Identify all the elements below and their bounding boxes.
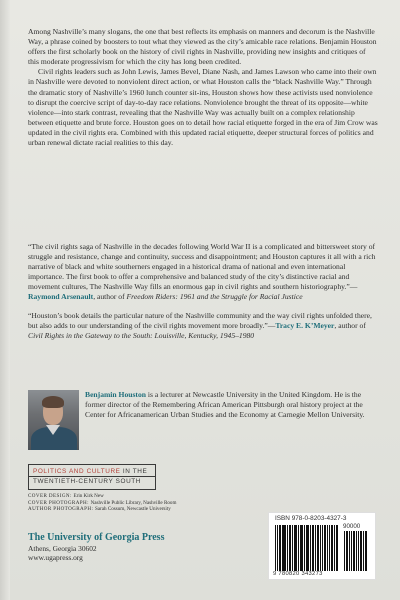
barcode-digits: 9 780820 343273 [273,571,323,577]
credit-author-photo: AUTHOR PHOTOGRAPH: Sarah Cossum, Newcastle University [28,506,171,513]
endorsement-2 [28,311,378,341]
book-description [28,27,378,148]
isbn-label: ISBN 978-0-8203-4327-3 [275,515,347,522]
credit-cover-design: COVER DESIGN: Erin Kirk New [28,493,104,499]
series-title-a: POLITICS AND CULTURE [33,468,121,475]
barcode-supplement-bars [344,531,369,571]
endorsement-text: “Houston’s book details the particular nature of the Nashville community and the way civil rights unfolded there, but also adds to our understanding of the civil rights movement more broadly.” [28,310,372,330]
endorser-role: , author of [334,320,366,330]
endorser-name: Tracy E. K’Meyer [275,320,335,330]
publisher-name: The University of Georgia Press [28,532,165,543]
endorser-role: , author of [93,292,127,302]
credit-cover-photo: COVER PHOTOGRAPH: Nashville Public Library, Nashville Room [28,499,177,506]
series-line-2: TWENTIETH-CENTURY SOUTH [33,478,142,485]
endorser-name: Raymond Arsenault [28,292,94,302]
endorsement-dash: — [349,282,358,292]
publisher-url: www.ugapress.org [28,553,83,563]
series-logo [28,464,156,490]
spine-edge [0,0,10,600]
endorser-book: Freedom Riders: 1961 and the Struggle for Racial Justice [126,292,303,302]
description-paragraph-2: Civil rights leaders such as John Lewis, James Bevel, Diane Nash, and James Lawson who came into their own in Nashville were devoted to nonviolent direct action, or what Houston calls the “black Nashville Way.” Through the dramatic story of Nashville’s 1960 lunch counter sit-ins, Houston shows how these activists used nonviolence to disrupt the coercive script of day-to-day race relations. Nonviolence brought the threat of its opposite—white violence—into stark contrast, revealing that the Nashville Way was actually built on a complex relationship between etiquette and brute force. Houston goes on to detail how racial etiquette forged in the era of Jim Crow was updated in the civil rights era. Combined with this updated racial etiquette, deeper structural forces of politics and urban renewal dictate racial realities to this day. [28,67,378,148]
publisher-block [28,532,228,563]
series-line-1 [33,468,147,475]
author-photo [28,390,79,450]
endorsement-text: “The civil rights saga of Nashville in the decades following World War II is a complicated and bittersweet story of struggle and resistance, change and continuity, success and disappointment; and Houston captures it all with a rich narrative of black and white southerners engaged in a historical drama of national and even international importance. The first book to offer a comprehensive and balanced study of the city’s distinctive racial and movement cultures, The Nashville Way fills an enormous gap in civil rights and southern historiography.” [28,242,376,292]
author-bio-text: is a lecturer at Newcastle University in the United Kingdom. He is the former director of the Remembering African American Pittsburgh oral history project at the Center for Africanamerican Urban Studies and the Economy at Carnegie Mellon University. [85,390,365,420]
author-bio [85,390,375,420]
endorsements [28,242,378,349]
series-divider [29,476,155,477]
barcode-supplement: 90000 [343,523,361,530]
author-name: Benjamin Houston [85,390,146,399]
barcode-main-bars [275,525,339,571]
endorsement-1 [28,242,378,303]
description-paragraph-1: Among Nashville’s many slogans, the one that best reflects its emphasis on manners and decorum is the Nashville Way, a phrase coined by boosters to tout what they viewed as the city’s amicable race relations. Benjamin Houston offers the first scholarly book on the history of civil rights in Nashville, providing new insights and critiques of this moderate progressivism for which the city has long been credited. [28,27,377,67]
series-title-b: IN THE [120,468,148,475]
publisher-city: Athens, Georgia 30602 [28,544,97,553]
cover-credits [28,493,248,513]
endorser-book: Civil Rights in the Gateway to the South: Louisville, Kentucky, 1945–1980 [28,330,255,340]
isbn-barcode [268,512,376,580]
endorsement-dash: — [267,320,276,330]
